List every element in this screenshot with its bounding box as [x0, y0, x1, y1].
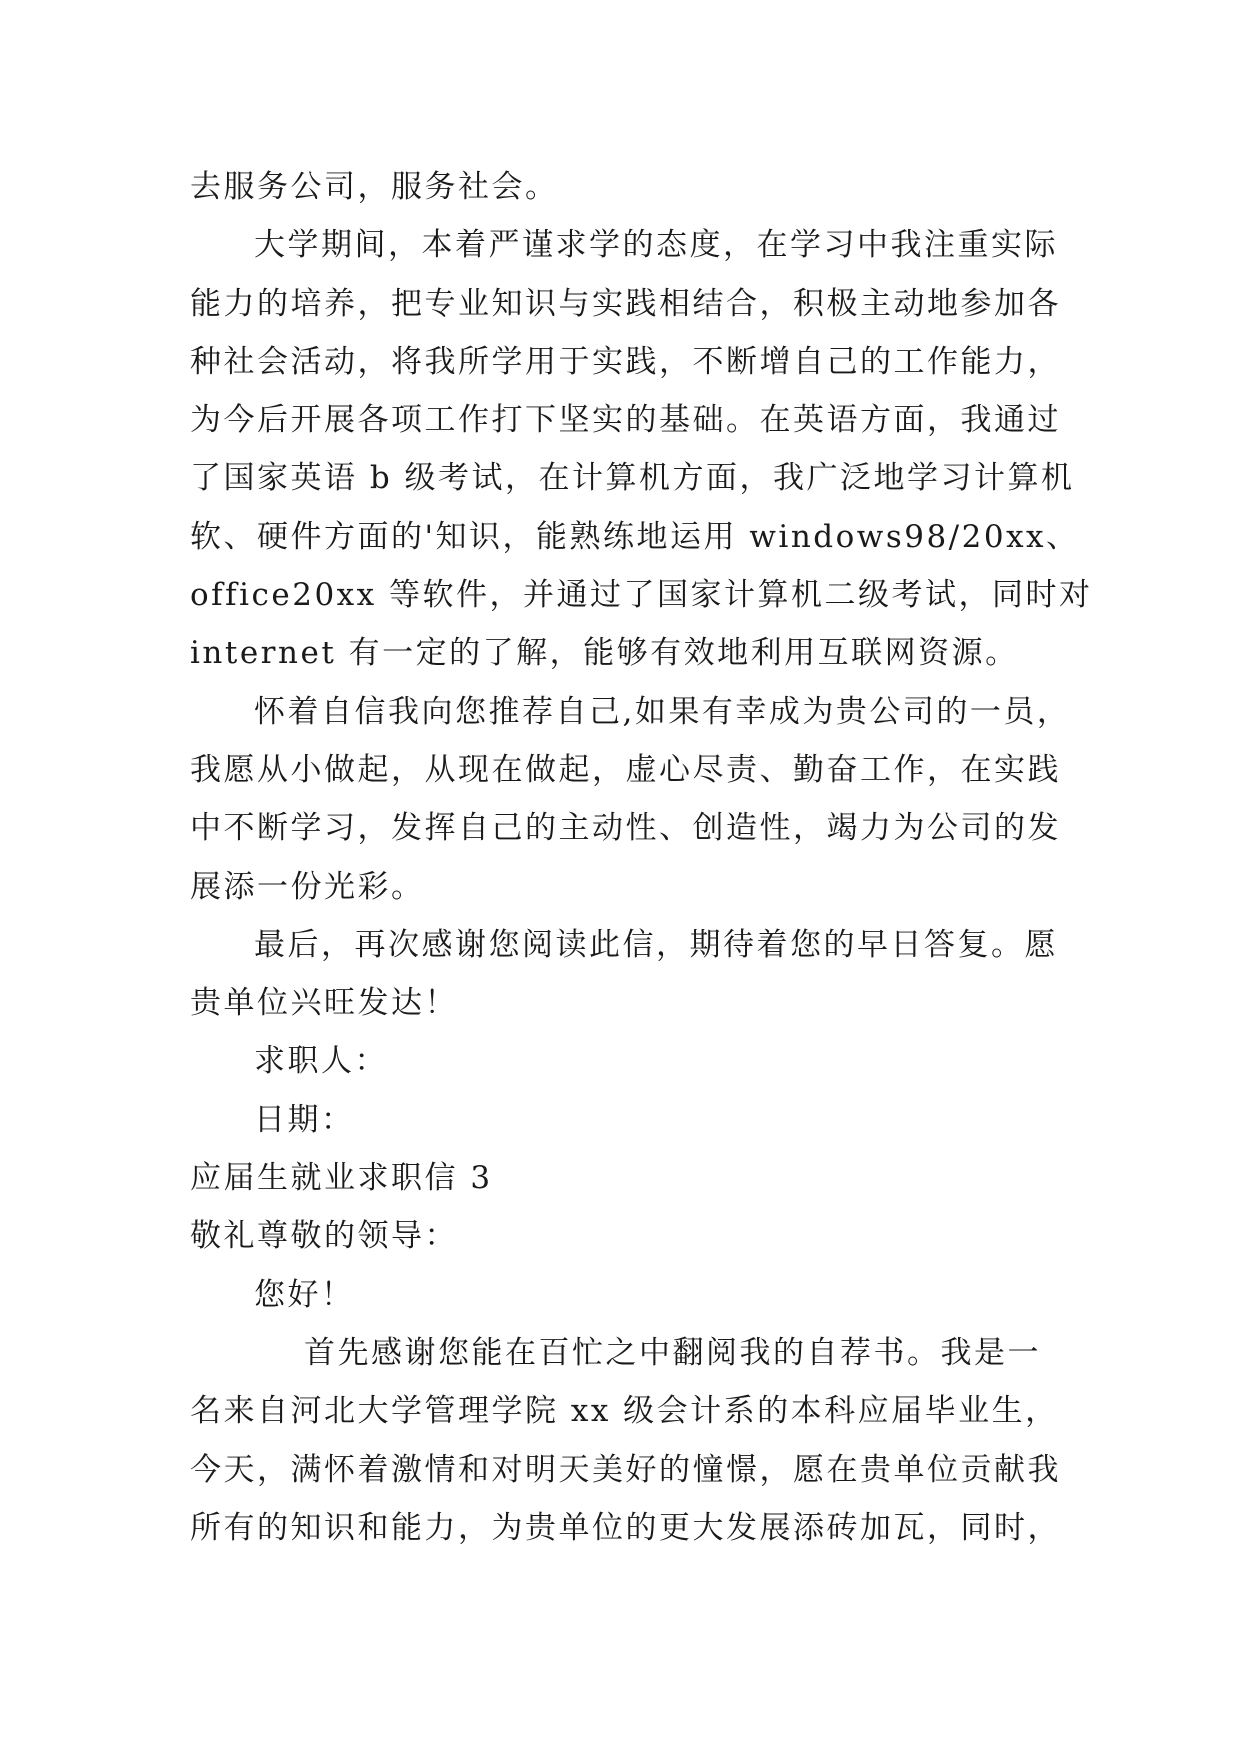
text-line: 怀着自信我向您推荐自己,如果有幸成为贵公司的一员， [254, 693, 1071, 730]
text-line: 种社会活动，将我所学用于实践，不断增自己的工作能力， [190, 343, 1061, 380]
date-label: 日期： [254, 1101, 355, 1138]
text-line: 首先感谢您能在百忙之中翻阅我的自荐书。我是一 [304, 1334, 1041, 1371]
text-line: 今天，满怀着激情和对明天美好的憧憬，愿在贵单位贡献我 [190, 1451, 1061, 1488]
text-line: office20xx 等软件，并通过了国家计算机二级考试，同时对 [190, 577, 1093, 614]
text-line: 展添一份光彩。 [190, 868, 425, 905]
text-line: 能力的培养，把专业知识与实践相结合，积极主动地参加各 [190, 285, 1061, 322]
signature-label: 求职人： [254, 1043, 388, 1080]
text-line: internet 有一定的了解，能够有效地利用互联网资源。 [190, 635, 1019, 672]
greeting: 您好！ [254, 1276, 355, 1313]
text-line: 去服务公司，服务社会。 [190, 169, 559, 205]
text-line: 最后，再次感谢您阅读此信，期待着您的早日答复。愿 [254, 926, 1058, 963]
text-line: 了国家英语 b 级考试，在计算机方面，我广泛地学习计算机 [190, 460, 1075, 497]
text-line: 为今后开展各项工作打下坚实的基础。在英语方面，我通过 [190, 402, 1061, 439]
section-title: 应届生就业求职信 3 [190, 1160, 493, 1197]
text-line: 我愿从小做起，从现在做起，虚心尽责、勤奋工作，在实践 [190, 751, 1061, 788]
letter-body [190, 158, 1093, 1557]
text-line: 大学期间，本着严谨求学的态度，在学习中我注重实际 [254, 227, 1058, 264]
text-line: 贵单位兴旺发达！ [190, 985, 458, 1022]
salutation: 敬礼尊敬的领导： [190, 1218, 458, 1255]
text-line: 中不断学习，发挥自己的主动性、创造性，竭力为公司的发 [190, 810, 1061, 847]
text-line: 所有的知识和能力，为贵单位的更大发展添砖加瓦，同时， [190, 1509, 1061, 1546]
text-line: 名来自河北大学管理学院 xx 级会计系的本科应届毕业生， [190, 1393, 1059, 1430]
text-line: 软、硬件方面的'知识，能熟练地运用 windows98/20xx、 [190, 518, 1080, 555]
